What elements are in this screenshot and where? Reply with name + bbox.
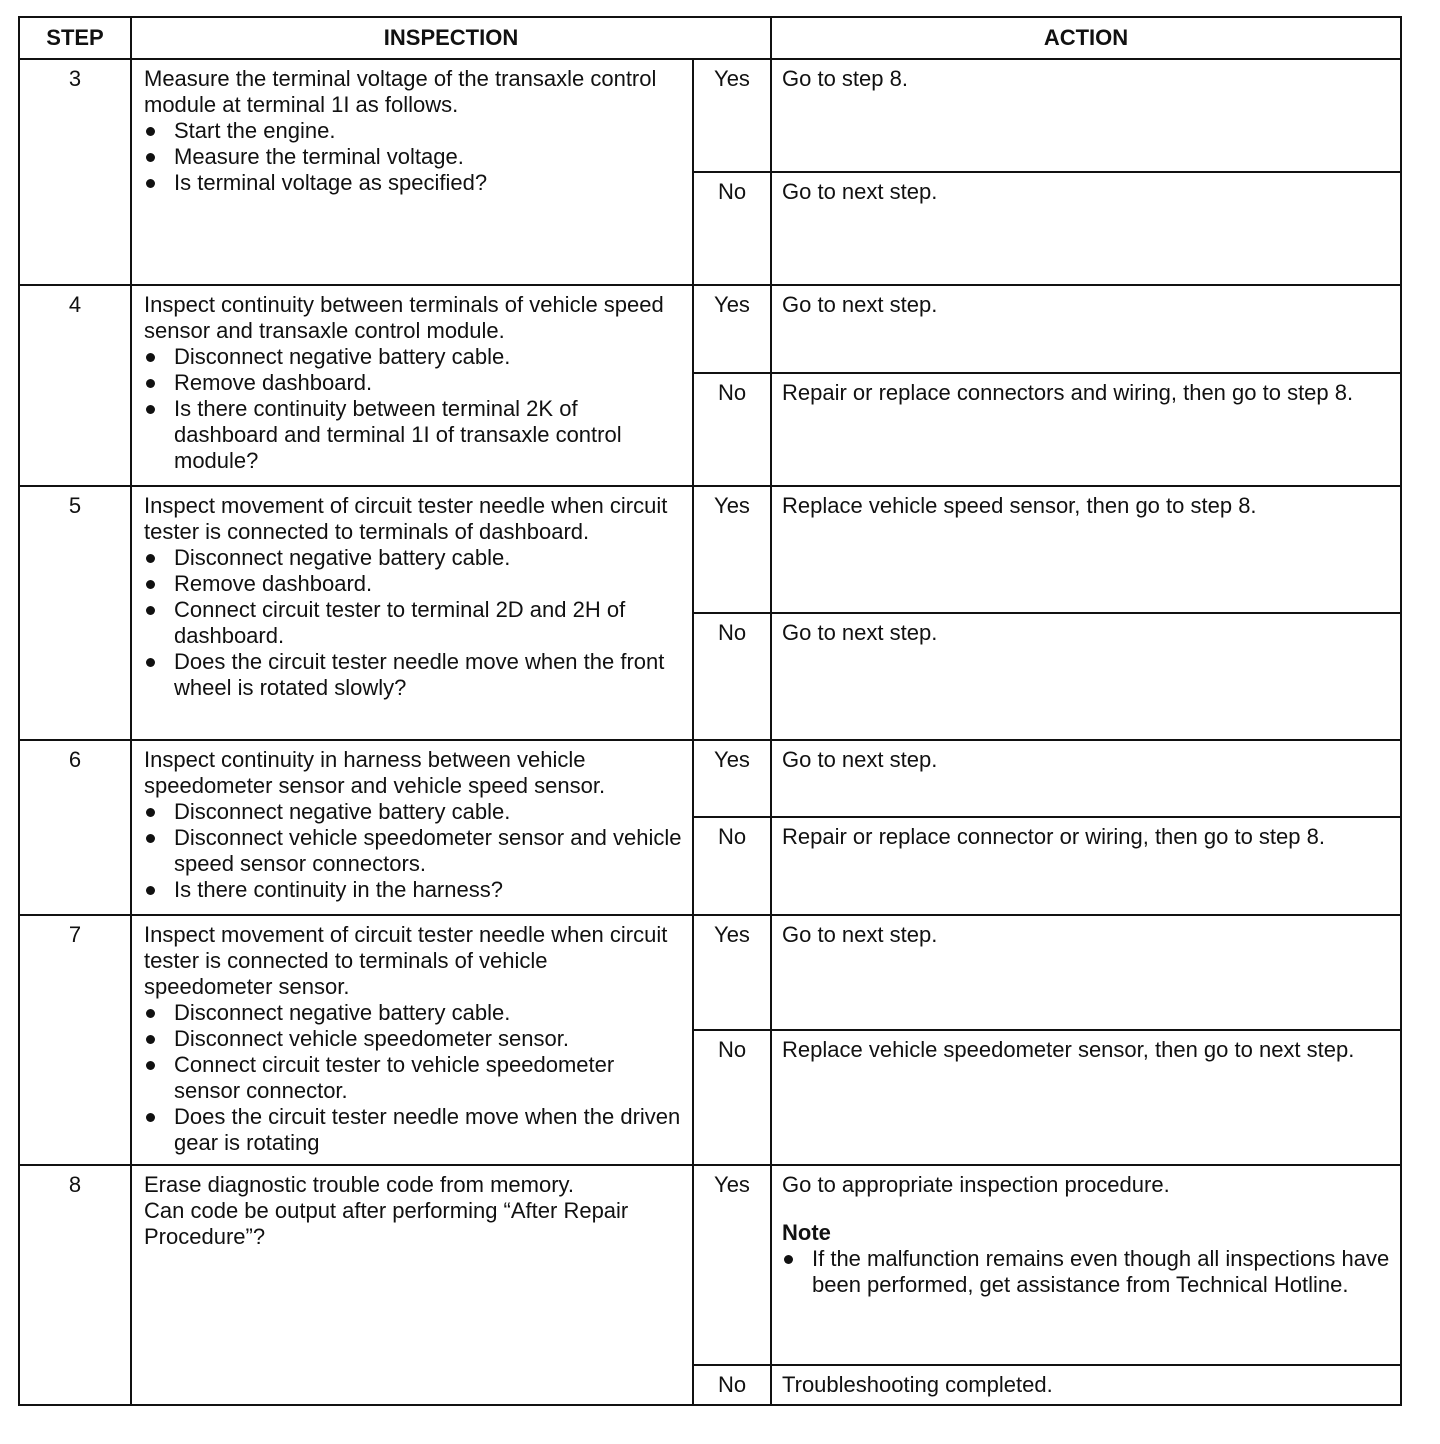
bullet-icon — [146, 554, 155, 563]
inspection-cell — [131, 59, 693, 285]
step-number: 7 — [19, 915, 131, 1165]
inspection-text: Inspect movement of circuit tester needle when circuit tester is connected to terminals of dashboard. — [144, 493, 668, 545]
yes-label: Yes — [693, 285, 771, 374]
bullet-icon — [146, 606, 155, 615]
bullet-icon — [146, 886, 155, 895]
yes-label: Yes — [693, 59, 771, 172]
inspection-text: Inspect continuity between terminals of vehicle speed sensor and transaxle control module. — [144, 291, 664, 343]
bullet-item — [144, 649, 682, 701]
bullet-item — [144, 170, 682, 196]
inspection-bullets — [144, 799, 682, 903]
bullet-text: Disconnect negative battery cable. — [174, 1000, 511, 1026]
bullet-icon — [146, 580, 155, 589]
yes-label: Yes — [693, 915, 771, 1030]
bullet-item — [144, 1000, 682, 1026]
bullet-text: Disconnect negative battery cable. — [174, 343, 511, 369]
inspection-cell — [131, 285, 693, 486]
bullet-item — [144, 118, 682, 144]
bullet-item — [144, 370, 682, 396]
bullet-text: Is terminal voltage as specified? — [174, 170, 488, 195]
inspection-bullets — [144, 1000, 682, 1156]
bullet-icon — [146, 808, 155, 817]
bullet-text: Disconnect vehicle speedometer sensor and vehicle speed sensor connectors. — [174, 825, 682, 877]
no-label: No — [693, 172, 771, 285]
bullet-text: Disconnect vehicle speedometer sensor. — [174, 1026, 569, 1052]
yes-action-cell — [771, 486, 1401, 613]
bullet-text: Is there continuity in the harness? — [174, 877, 503, 903]
bullet-item — [144, 344, 682, 370]
note-bullet-item — [782, 1246, 1390, 1298]
inspection-bullets — [144, 344, 682, 474]
yes-action-cell — [771, 740, 1401, 817]
bullet-text: Connect circuit tester to terminal 2D and 2H of dashboard. — [174, 597, 626, 649]
inspection-cell — [131, 915, 693, 1165]
yes-action-cell — [771, 915, 1401, 1030]
no-action: Replace vehicle speedometer sensor, then go to next step. — [771, 1030, 1401, 1165]
bullet-item — [144, 1052, 682, 1104]
bullet-icon — [146, 379, 155, 388]
step-number: 4 — [19, 285, 131, 486]
bullet-icon — [146, 153, 155, 162]
step-row-yes — [19, 285, 1401, 374]
bullet-item — [144, 571, 682, 597]
no-label: No — [693, 1030, 771, 1165]
yes-action: Go to next step. — [782, 291, 938, 317]
step-number: 3 — [19, 59, 131, 285]
yes-label: Yes — [693, 1165, 771, 1364]
header-inspection: INSPECTION — [131, 17, 771, 59]
bullet-text: Start the engine. — [174, 118, 336, 143]
note-bullet-text: If the malfunction remains even though all inspections have been performed, get assistance from Technical Hotline. — [812, 1246, 1390, 1298]
inspection-cell — [131, 486, 693, 740]
no-label: No — [693, 613, 771, 740]
step-row-yes — [19, 486, 1401, 613]
yes-action-cell — [771, 1165, 1401, 1364]
bullet-icon — [146, 127, 155, 136]
inspection-bullets — [144, 545, 682, 701]
no-action: Troubleshooting completed. — [771, 1365, 1401, 1405]
bullet-text: Measure the terminal voltage. — [174, 144, 464, 169]
inspection-text: Erase diagnostic trouble code from memory. — [144, 1172, 574, 1198]
yes-action-cell — [771, 285, 1401, 374]
header-row — [19, 17, 1401, 59]
step-row-yes — [19, 1165, 1401, 1364]
note-title: Note — [782, 1220, 831, 1246]
no-label: No — [693, 373, 771, 486]
step-number: 5 — [19, 486, 131, 740]
bullet-item — [144, 144, 682, 170]
yes-label: Yes — [693, 486, 771, 613]
bullet-icon — [146, 179, 155, 188]
step-number: 6 — [19, 740, 131, 915]
inspection-cell — [131, 1165, 693, 1405]
bullet-item — [144, 877, 682, 903]
header-action: ACTION — [771, 17, 1401, 59]
yes-action-cell — [771, 59, 1401, 172]
bullet-icon — [146, 834, 155, 843]
bullet-item — [144, 597, 682, 649]
bullet-item — [144, 396, 682, 474]
no-action: Go to next step. — [771, 172, 1401, 285]
no-action: Go to next step. — [771, 613, 1401, 740]
inspection-text: Inspect continuity in harness between vehicle speedometer sensor and vehicle speed sensor. — [144, 747, 606, 799]
inspection-bullets — [144, 118, 682, 196]
bullet-text: Connect circuit tester to vehicle speedometer sensor connector. — [174, 1052, 615, 1104]
no-action: Repair or replace connectors and wiring, then go to step 8. — [771, 373, 1401, 486]
bullet-item — [144, 799, 682, 825]
yes-action: Go to step 8. — [782, 66, 908, 91]
no-action: Repair or replace connector or wiring, then go to step 8. — [771, 817, 1401, 916]
header-step: STEP — [19, 17, 131, 59]
step-row-yes — [19, 59, 1401, 172]
bullet-icon — [146, 353, 155, 362]
bullet-icon — [146, 405, 155, 414]
no-label: No — [693, 817, 771, 916]
bullet-icon — [784, 1255, 793, 1264]
yes-action: Replace vehicle speed sensor, then go to step 8. — [782, 493, 1257, 519]
troubleshooting-table — [18, 16, 1402, 1406]
yes-action: Go to appropriate inspection procedure. — [782, 1172, 1170, 1198]
step-row-yes — [19, 740, 1401, 817]
yes-action: Go to next step. — [782, 922, 938, 948]
bullet-text: Does the circuit tester needle move when the driven gear is rotating — [174, 1104, 681, 1156]
yes-label: Yes — [693, 740, 771, 817]
table-body — [19, 59, 1401, 1405]
bullet-item — [144, 1026, 682, 1052]
bullet-item — [144, 545, 682, 571]
inspection-text: Can code be output after performing “After Repair Procedure”? — [144, 1198, 629, 1250]
bullet-text: Remove dashboard. — [174, 571, 373, 597]
bullet-text: Disconnect negative battery cable. — [174, 545, 511, 571]
inspection-text: Measure the terminal voltage of the transaxle control module at terminal 1I as follows. — [144, 66, 657, 117]
troubleshooting-sheet — [18, 16, 1400, 1406]
bullet-item — [144, 825, 682, 877]
inspection-cell — [131, 740, 693, 915]
bullet-icon — [146, 1035, 155, 1044]
bullet-text: Remove dashboard. — [174, 369, 373, 395]
bullet-text: Does the circuit tester needle move when the front wheel is rotated slowly? — [174, 649, 665, 701]
bullet-icon — [146, 1113, 155, 1122]
bullet-icon — [146, 1061, 155, 1070]
inspection-text: Inspect movement of circuit tester needle when circuit tester is connected to terminals of vehicle speedometer sensor. — [144, 922, 668, 1000]
step-row-yes — [19, 915, 1401, 1030]
bullet-icon — [146, 658, 155, 667]
bullet-text: Is there continuity between terminal 2K of dashboard and terminal 1I of transaxle control module? — [174, 395, 622, 473]
note-bullets — [782, 1246, 1390, 1298]
yes-action: Go to next step. — [782, 747, 938, 773]
bullet-text: Disconnect negative battery cable. — [174, 799, 511, 825]
bullet-icon — [146, 1009, 155, 1018]
no-label: No — [693, 1365, 771, 1405]
bullet-item — [144, 1104, 682, 1156]
step-number: 8 — [19, 1165, 131, 1405]
